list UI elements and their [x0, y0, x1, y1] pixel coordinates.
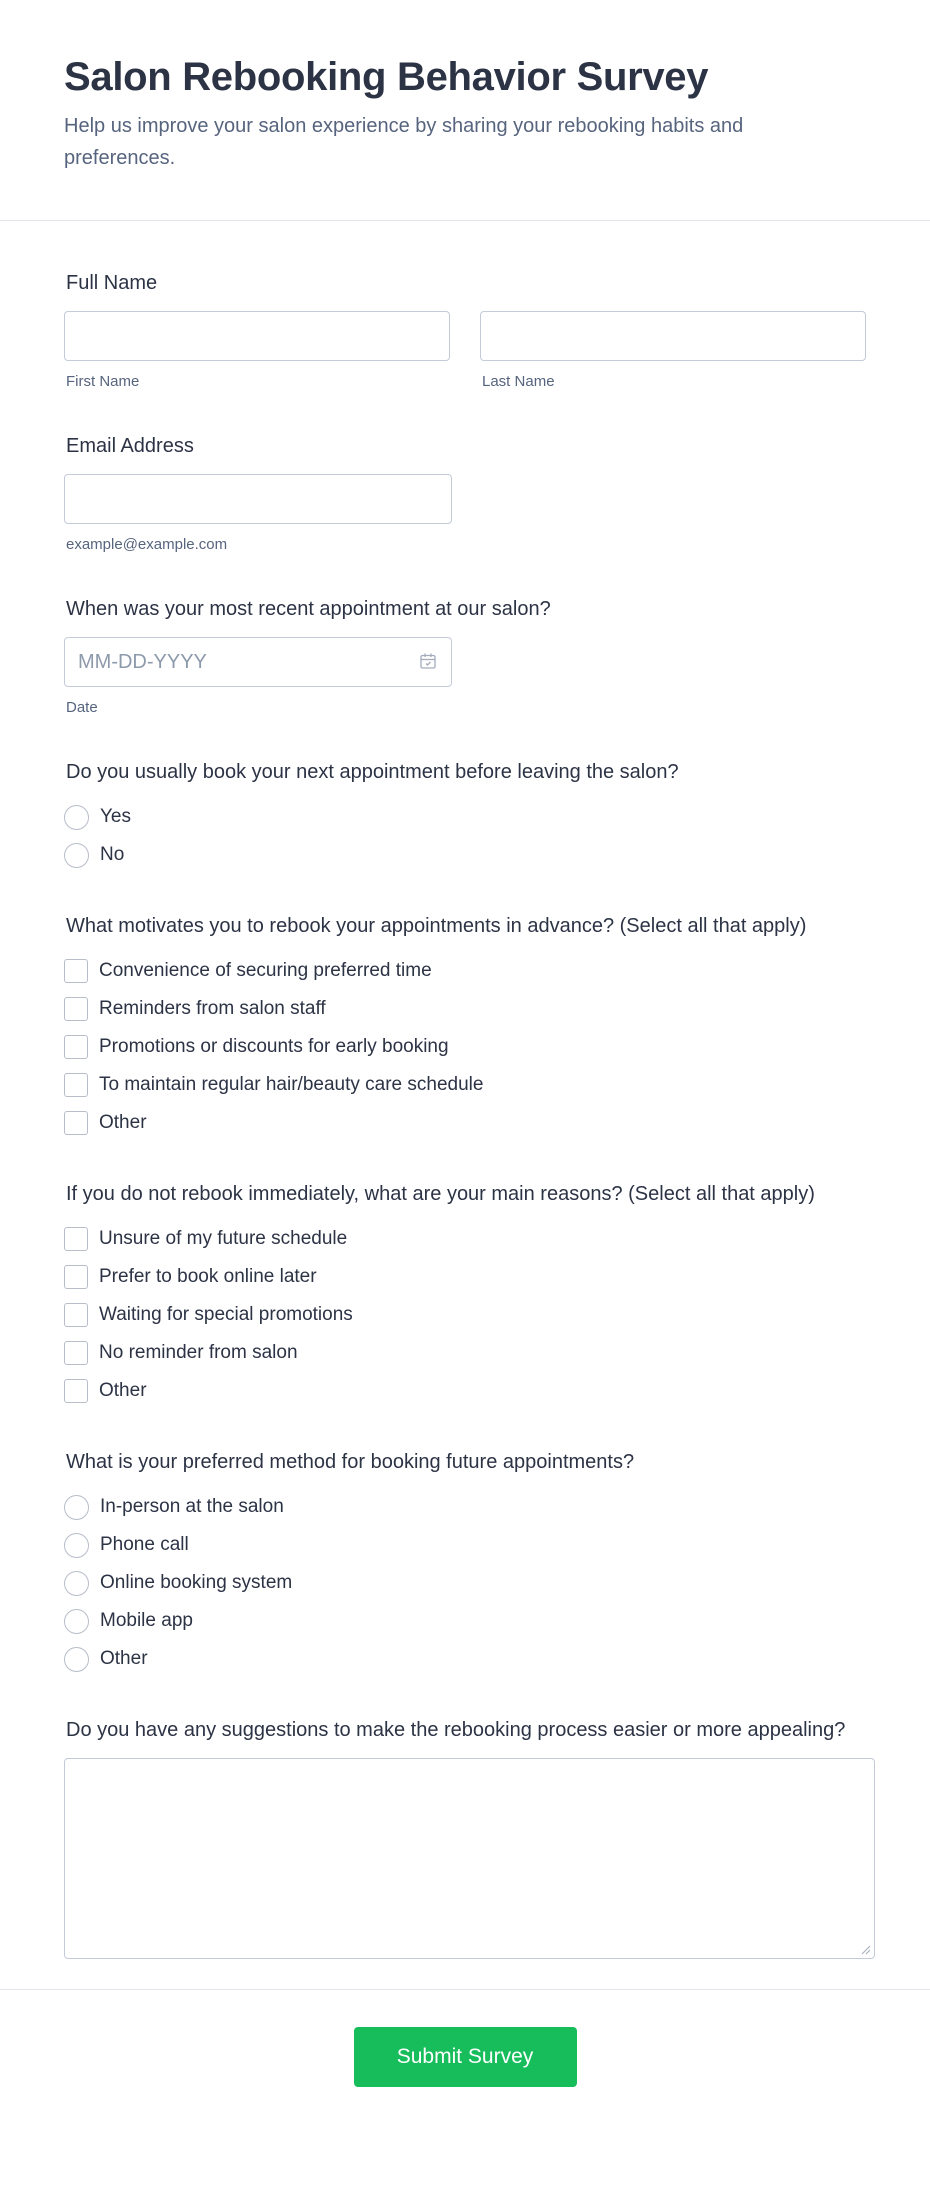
option-in-person[interactable]	[64, 1488, 866, 1526]
resize-handle-icon[interactable]	[861, 1945, 871, 1955]
radio-no[interactable]	[64, 843, 89, 868]
option-label: Online booking system	[100, 1572, 293, 1593]
option-online-booking[interactable]	[64, 1564, 866, 1602]
option-label: Other	[99, 1112, 147, 1133]
question-motivations	[64, 912, 866, 1142]
date-placeholder: MM-DD-YYYY	[78, 650, 207, 673]
radio-mobile-app[interactable]	[64, 1609, 89, 1634]
option-waiting-promotions[interactable]	[64, 1296, 866, 1334]
checkbox-motivation-other[interactable]	[64, 1111, 88, 1135]
option-reason-other[interactable]	[64, 1372, 866, 1410]
last-name-input[interactable]	[480, 311, 866, 361]
page-title: Salon Rebooking Behavior Survey	[64, 55, 709, 99]
checkbox-waiting-promotions[interactable]	[64, 1303, 88, 1327]
form-footer	[0, 1989, 930, 2129]
option-yes[interactable]	[64, 798, 866, 836]
radio-phone-call[interactable]	[64, 1533, 89, 1558]
option-label: No reminder from salon	[99, 1342, 298, 1363]
email-label: Email Address	[66, 435, 194, 457]
question-preferred-method	[64, 1448, 866, 1678]
option-label: Waiting for special promotions	[99, 1304, 353, 1325]
full-name-label: Full Name	[66, 272, 158, 294]
first-name-sublabel: First Name	[66, 373, 140, 390]
option-label: Other	[100, 1648, 148, 1669]
option-label: Phone call	[100, 1534, 189, 1555]
appointment-date-label: When was your most recent appointment at our salon?	[66, 598, 551, 620]
option-label: To maintain regular hair/beauty care schedule	[99, 1074, 484, 1095]
option-label: Other	[99, 1380, 147, 1401]
radio-yes[interactable]	[64, 805, 89, 830]
option-label: Prefer to book online later	[99, 1266, 317, 1287]
question-reasons	[64, 1180, 866, 1410]
calendar-icon[interactable]	[419, 652, 437, 670]
option-label: Unsure of my future schedule	[99, 1228, 348, 1249]
option-label: In-person at the salon	[100, 1496, 284, 1517]
checkbox-book-online-later[interactable]	[64, 1265, 88, 1289]
option-convenience[interactable]	[64, 952, 866, 990]
date-sublabel: Date	[66, 699, 98, 716]
question-book-before-leaving	[64, 758, 866, 874]
question-suggestions	[64, 1716, 866, 1959]
checkbox-convenience[interactable]	[64, 959, 88, 983]
question-full-name	[64, 269, 866, 390]
option-motivation-other[interactable]	[64, 1104, 866, 1142]
preferred-method-label: What is your preferred method for booking future appointments?	[66, 1451, 635, 1473]
checkbox-unsure-schedule[interactable]	[64, 1227, 88, 1251]
option-label: Convenience of securing preferred time	[99, 960, 432, 981]
option-unsure-schedule[interactable]	[64, 1220, 866, 1258]
submit-button[interactable]: Submit Survey	[354, 2027, 577, 2087]
reasons-label: If you do not rebook immediately, what are your main reasons? (Select all that apply)	[66, 1183, 815, 1205]
option-no-reminder[interactable]	[64, 1334, 866, 1372]
last-name-sublabel: Last Name	[482, 373, 555, 390]
option-reminders-staff[interactable]	[64, 990, 866, 1028]
suggestions-label: Do you have any suggestions to make the rebooking process easier or more appealing?	[66, 1719, 846, 1741]
form-header	[0, 0, 930, 221]
checkbox-reminders-staff[interactable]	[64, 997, 88, 1021]
option-label: Promotions or discounts for early booking	[99, 1036, 449, 1057]
checkbox-promotions[interactable]	[64, 1035, 88, 1059]
book-before-leaving-label: Do you usually book your next appointment before leaving the salon?	[66, 761, 679, 783]
question-appointment-date	[64, 595, 866, 716]
first-name-input[interactable]	[64, 311, 450, 361]
radio-online-booking[interactable]	[64, 1571, 89, 1596]
option-label: No	[100, 844, 125, 865]
suggestions-textarea[interactable]	[64, 1758, 875, 1959]
motivations-label: What motivates you to rebook your appointments in advance? (Select all that apply)	[66, 915, 807, 937]
checkbox-regular-schedule[interactable]	[64, 1073, 88, 1097]
appointment-date-input[interactable]	[64, 637, 452, 687]
option-label: Yes	[100, 806, 131, 827]
option-no[interactable]	[64, 836, 866, 874]
email-sublabel: example@example.com	[66, 536, 228, 553]
option-mobile-app[interactable]	[64, 1602, 866, 1640]
option-method-other[interactable]	[64, 1640, 866, 1678]
page-subtitle: Help us improve your salon experience by sharing your rebooking habits and preferences.	[64, 115, 744, 169]
question-email	[64, 432, 866, 553]
radio-method-other[interactable]	[64, 1647, 89, 1672]
option-label: Mobile app	[100, 1610, 193, 1631]
survey-form	[0, 269, 930, 1959]
option-label: Reminders from salon staff	[99, 998, 326, 1019]
option-promotions[interactable]	[64, 1028, 866, 1066]
option-regular-schedule[interactable]	[64, 1066, 866, 1104]
option-book-online-later[interactable]	[64, 1258, 866, 1296]
radio-in-person[interactable]	[64, 1495, 89, 1520]
checkbox-no-reminder[interactable]	[64, 1341, 88, 1365]
email-field[interactable]	[64, 474, 452, 524]
checkbox-reason-other[interactable]	[64, 1379, 88, 1403]
option-phone-call[interactable]	[64, 1526, 866, 1564]
